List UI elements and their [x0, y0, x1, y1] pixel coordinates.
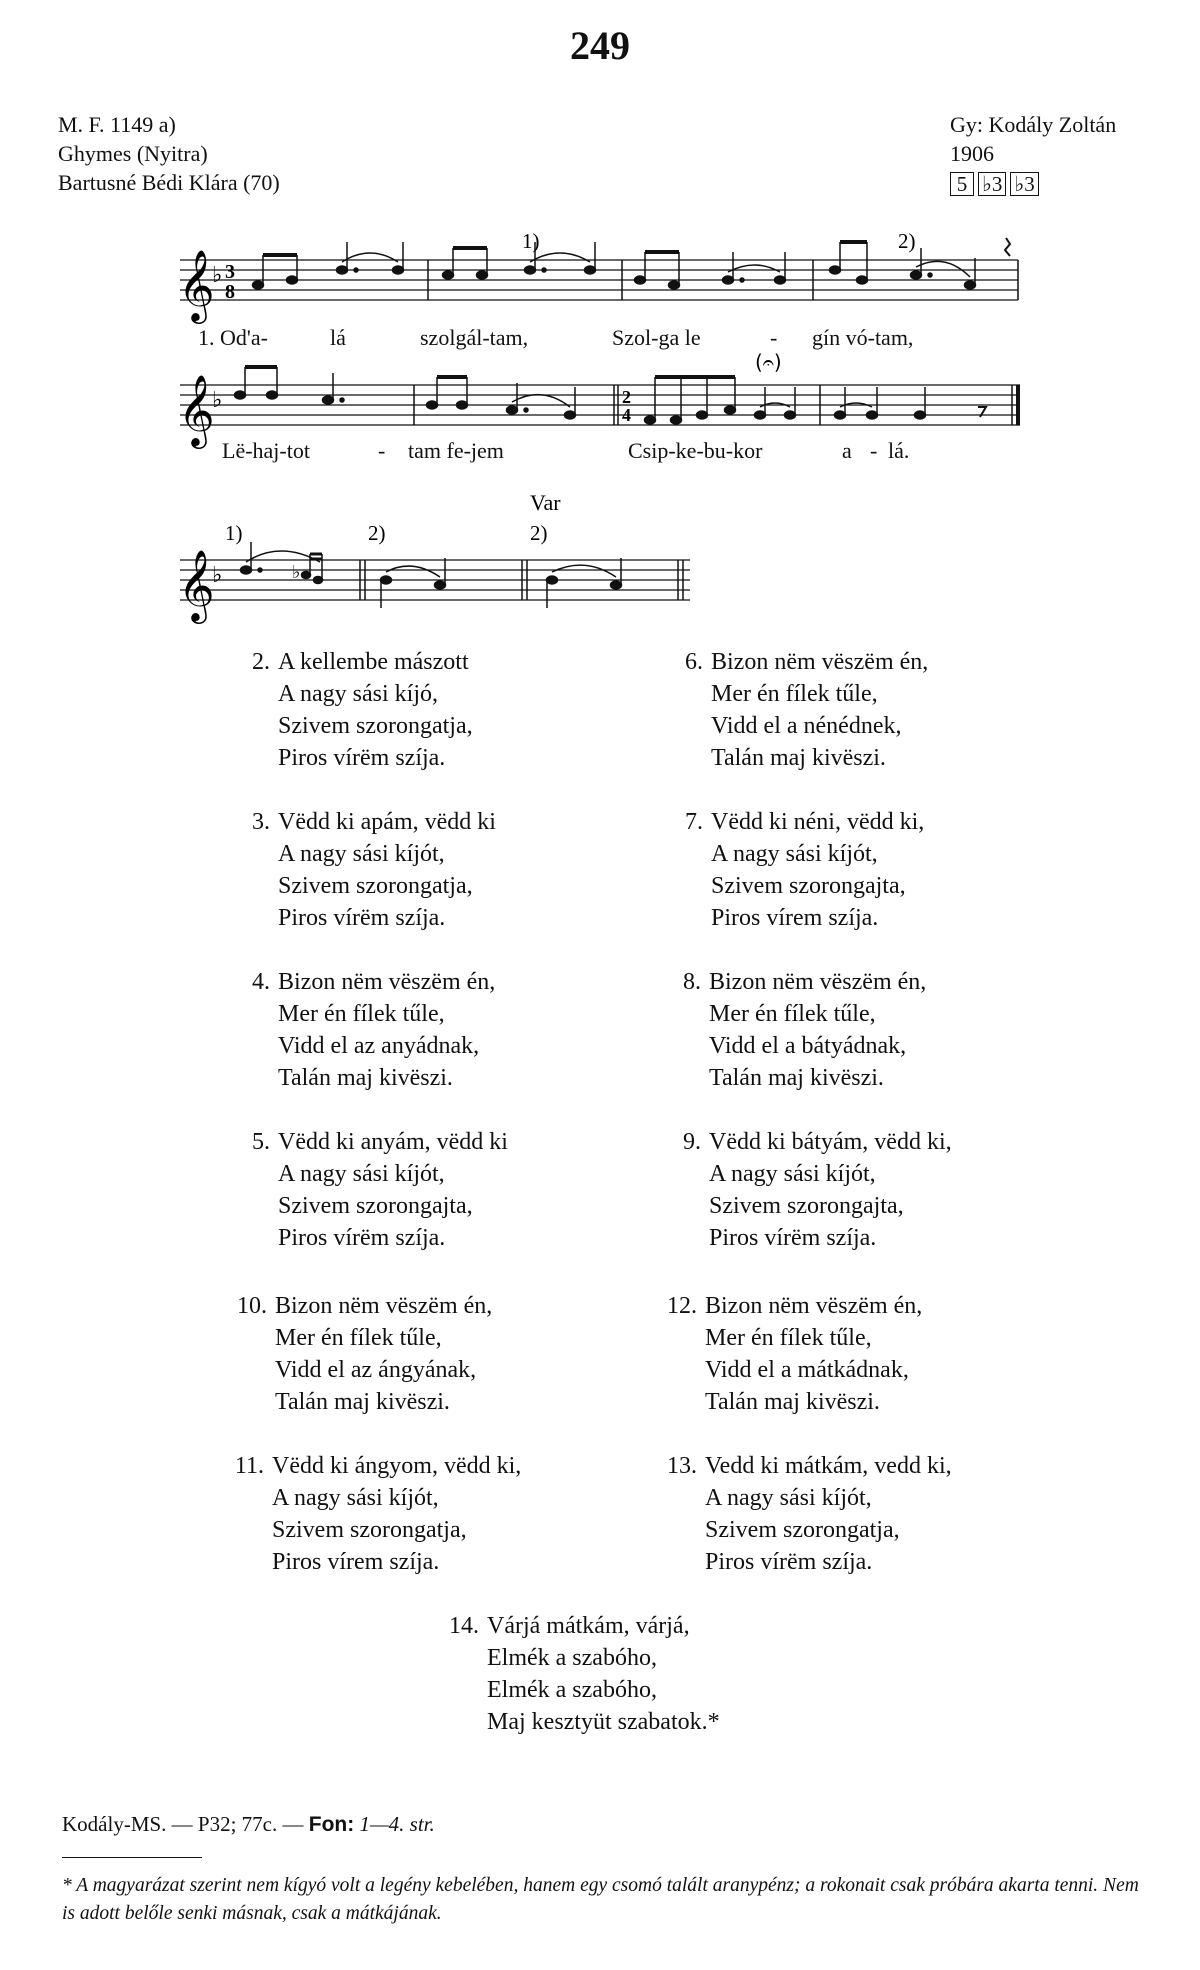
verse-line: Vëdd ki ángyom, vëdd ki, [272, 1453, 522, 1479]
footnote-mark-1: 1) [522, 229, 540, 253]
verse-line: A nagy sási kíjót, [278, 841, 445, 867]
verse-line: Bizon nëm vëszëm én, [278, 969, 496, 995]
lyric: - [770, 325, 778, 350]
footnote-mark-2: 2) [898, 229, 916, 253]
lyric: lá. [888, 438, 910, 463]
lyric: gín vó-tam, [812, 325, 914, 350]
treble-clef-icon: 𝄞 [178, 248, 215, 321]
lyric: lá [330, 325, 346, 350]
lyric: Szol-ga le [612, 325, 701, 350]
notes [241, 542, 622, 608]
verse-line: Bizon nëm vëszëm én, [711, 649, 929, 675]
verse-line: Vëdd ki bátyám, vëdd ki, [709, 1129, 952, 1155]
notes [253, 238, 1011, 289]
variant-mark-1: 1) [225, 521, 243, 545]
verse-line: A nagy sási kíjót, [272, 1485, 439, 1511]
verse-first-line [226, 1450, 521, 1482]
verse-line: Piros vírëm szíja. [709, 1225, 877, 1251]
verse-line: Piros vírëm szíja. [278, 905, 446, 931]
verse-line: Mer én fílek tűle, [711, 681, 878, 707]
time-signature-bottom: 8 [225, 281, 235, 303]
verse-line: Talán maj kivëszi. [709, 1065, 884, 1091]
verse-line: Mer én fílek tűle, [709, 1001, 876, 1027]
tone-box: ♭3 [978, 172, 1006, 196]
treble-clef-icon: 𝄞 [178, 373, 215, 446]
verse-line: A nagy sási kíjót, [709, 1161, 876, 1187]
verse-first-line [441, 1610, 720, 1642]
manuscript-reference: Kodály-MS. — P32; 77c. — [62, 1812, 309, 1836]
flat-icon: ♭ [212, 388, 223, 413]
verse-line: Vëdd ki apám, vëdd ki [278, 809, 496, 835]
fermata-mark: (𝄐) [755, 350, 782, 374]
tone-box: ♭3 [1010, 172, 1038, 196]
verse-first-line [232, 646, 473, 678]
verse-line: Piros vírëm szíja. [278, 745, 446, 771]
verse-line: Szivem szorongatja, [278, 873, 473, 899]
verse-line: A nagy sási kíjó, [278, 681, 438, 707]
verse-line: Vidd el a mátkádnak, [705, 1357, 909, 1383]
time-signature-top: 3 [225, 261, 235, 283]
verse-5 [232, 1126, 508, 1254]
phonograph-label: Fon: [308, 1813, 355, 1836]
lyric: - [378, 438, 386, 463]
verse-first-line [232, 1126, 508, 1158]
verse-4 [232, 966, 495, 1094]
lyric: szolgál-tam, [420, 325, 529, 350]
variant-label: Var [530, 490, 561, 515]
verse-first-line [659, 1450, 952, 1482]
staff-lines [180, 560, 690, 600]
verse-line: A nagy sási kíjót, [705, 1485, 872, 1511]
verse-line: Vëdd ki anyám, vëdd ki [278, 1129, 508, 1155]
variant-mark-3: 2) [530, 521, 548, 545]
verse-line: Talán maj kivëszi. [275, 1389, 450, 1415]
verse-line: Szivem szorongajta, [709, 1193, 904, 1219]
verse-first-line [665, 806, 924, 838]
verse-line: Piros vírem szíja. [711, 905, 879, 931]
verse-line: Talán maj kivëszi. [711, 745, 886, 771]
verse-line: Mer én fílek tűle, [275, 1325, 442, 1351]
tone-boxes [950, 172, 1116, 196]
verse-line: Mer én fílek tűle, [705, 1325, 872, 1351]
verse-number: 7. [685, 809, 703, 835]
verse-number: 2. [252, 649, 270, 675]
verse-2 [232, 646, 473, 774]
verse-10 [229, 1290, 492, 1418]
verse-line: A nagy sási kíjót, [711, 841, 878, 867]
verse-line: Vedd ki mátkám, vedd ki, [705, 1453, 952, 1479]
verse-first-line [229, 1290, 492, 1322]
verse-line: Bizon nëm vëszëm én, [705, 1293, 923, 1319]
verse-line: Szivem szorongatja, [272, 1517, 467, 1543]
verse-number: 6. [685, 649, 703, 675]
verse-line: Talán maj kivëszi. [278, 1065, 453, 1091]
lyric: a [842, 438, 852, 463]
verse-number: 5. [252, 1129, 270, 1155]
verse-first-line [232, 806, 496, 838]
verse-number: 8. [683, 969, 701, 995]
verse-first-line [665, 646, 928, 678]
verse-line: A nagy sási kíjót, [278, 1161, 445, 1187]
verse-number: 3. [252, 809, 270, 835]
flat-icon: ♭ [212, 563, 223, 588]
verse-line: Mer én fílek tűle, [278, 1001, 445, 1027]
flat-icon: ♭ [212, 263, 223, 288]
lyric: Csip-ke-bu-kor [628, 438, 763, 463]
verse-line: Vëdd ki néni, vëdd ki, [711, 809, 925, 835]
staff-lines [180, 385, 1020, 425]
location: Ghymes (Nyitra) [58, 141, 208, 166]
verse-line: Vidd el az ángyának, [275, 1357, 477, 1383]
verse-line: Szivem szorongajta, [278, 1193, 473, 1219]
year: 1906 [950, 141, 994, 166]
verse-first-line [663, 966, 926, 998]
verse-12 [659, 1290, 922, 1418]
verse-line: Szivem szorongajta, [711, 873, 906, 899]
verse-14 [441, 1610, 720, 1738]
lyric: 1. Od'a- [198, 325, 268, 350]
svg-text:♭: ♭ [292, 562, 301, 583]
verse-number: 11. [234, 1453, 264, 1479]
verse-number: 9. [683, 1129, 701, 1155]
verse-line: Bizon nëm vëszëm én, [709, 969, 927, 995]
verse-first-line [232, 966, 495, 998]
staff-lines [180, 260, 1018, 300]
verse-first-line [659, 1290, 922, 1322]
verse-6 [665, 646, 928, 774]
page-number: 249 [570, 23, 630, 68]
lyric: tam fe-jem [408, 438, 504, 463]
verse-line: Piros vírëm szíja. [705, 1549, 873, 1575]
verse-line: Várjá mátkám, várjá, [487, 1613, 690, 1639]
verse-line: Bizon nëm vëszëm én, [275, 1293, 493, 1319]
source-reference [62, 1812, 435, 1837]
verse-line: A kellembe mászott [278, 649, 469, 675]
verse-9 [663, 1126, 952, 1254]
verse-line: Vidd el a bátyádnak, [709, 1033, 907, 1059]
performer: Bartusné Bédi Klára (70) [58, 170, 280, 195]
verse-line: Szivem szorongatja, [278, 713, 473, 739]
verse-7 [665, 806, 924, 934]
verse-line: Piros vírëm szíja. [278, 1225, 446, 1251]
variant-mark-2: 2) [368, 521, 386, 545]
verse-13 [659, 1450, 952, 1578]
footnote: * A magyarázat szerint nem kígyó volt a legény kebelében, hanem egy csomó talált aranypénz; a rokonait csak próbára akarta tenni. Nem is adott belőle senki másnak, csak a mátkájának. [62, 1875, 1139, 1924]
variant-staff [0, 480, 1200, 621]
verse-11 [226, 1450, 521, 1578]
verse-number: 12. [667, 1293, 697, 1319]
verse-8 [663, 966, 926, 1094]
verse-line: Szivem szorongatja, [705, 1517, 900, 1543]
collector-info [950, 110, 1116, 196]
verse-line: Vidd el az anyádnak, [278, 1033, 480, 1059]
source-info [58, 110, 280, 197]
verse-line: Vidd el a nénédnek, [711, 713, 902, 739]
verse-number: 4. [252, 969, 270, 995]
lyric: Lë-haj-tot [222, 438, 310, 463]
treble-clef-icon: 𝄞 [178, 548, 215, 621]
verse-number: 13. [667, 1453, 697, 1479]
verse-number: 14. [449, 1613, 479, 1639]
verse-line: Piros vírem szíja. [272, 1549, 440, 1575]
verse-number: 10. [237, 1293, 267, 1319]
verse-line: Maj kesztyüt szabatok.* [487, 1709, 720, 1735]
verse-3 [232, 806, 496, 934]
verse-line: Talán maj kivëszi. [705, 1389, 880, 1415]
footnote-divider [62, 1857, 202, 1858]
music-staff-2 [0, 350, 1200, 446]
catalog-number: M. F. 1149 a) [58, 112, 176, 137]
verse-line: Elmék a szabóho, [487, 1677, 657, 1703]
verse-first-line [663, 1126, 952, 1158]
meter-change-top: 2 [622, 387, 631, 407]
music-staff-1 [0, 229, 1200, 321]
tone-box: 5 [950, 172, 974, 196]
lyric: - [870, 438, 878, 463]
collector: Gy: Kodály Zoltán [950, 112, 1117, 137]
meter-change-bottom: 4 [622, 405, 631, 425]
verse-line: Elmék a szabóho, [487, 1645, 657, 1671]
phonograph-value: 1—4. str. [354, 1812, 435, 1836]
